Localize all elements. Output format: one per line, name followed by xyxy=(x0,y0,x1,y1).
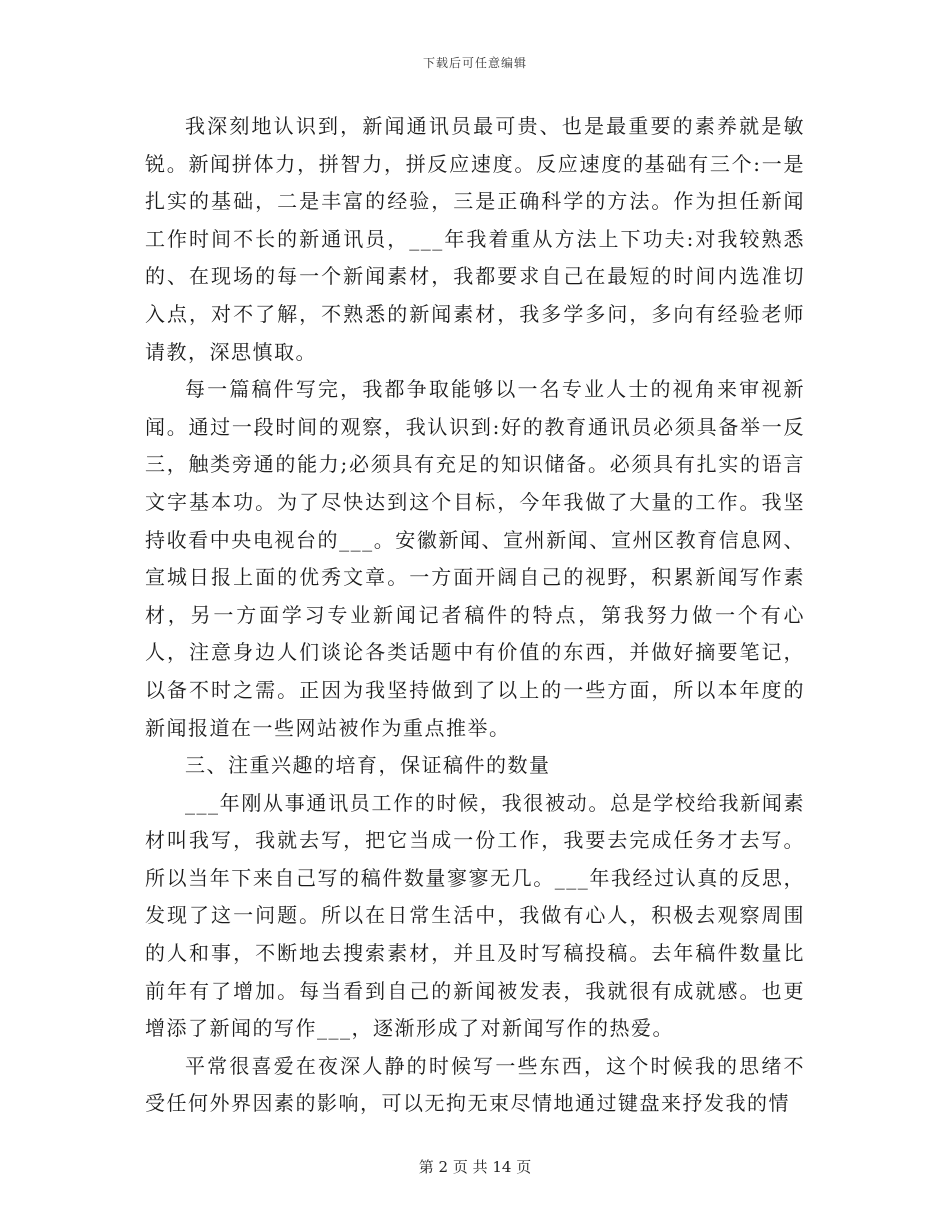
page-header: 下载后可任意编辑 xyxy=(422,56,527,70)
section-heading-3: 三、注重兴趣的培育，保证稿件的数量 xyxy=(185,753,551,778)
document-body xyxy=(145,108,805,1123)
page-number-footer: 第 2 页 共 14 页 xyxy=(418,1158,532,1176)
paragraph-1: 我深刻地认识到，新闻通讯员最可贵、也是最重要的素养就是敏锐。新闻拼体力，拼智力，拼反应速度。反应速度的基础有三个:一是扎实的基础，二是丰富的经验，三是正确科学的方法。作为担任新闻工作时间不长的新通讯员，___年我着重从方法上下功夫:对我较熟悉的、在现场的每一个新闻素材，我都要求自己在最短的时间内选准切入点，对不了解，不熟悉的新闻素材，我多学多问，多向有经验老师请教，深思慎取。 xyxy=(145,114,805,364)
paragraph-4: 平常很喜爱在夜深人静的时候写一些东西，这个时候我的思绪不受任何外界因素的影响，可以无拘无束尽情地通过键盘来抒发我的情 xyxy=(145,1053,805,1116)
paragraph-3: ___年刚从事通讯员工作的时候，我很被动。总是学校给我新闻素材叫我写，我就去写，把它当成一份工作，我要去完成任务才去写。所以当年下来自己写的稿件数量寥寥无几。___年我经过认真的反思，发现了这一问题。所以在日常生活中，我做有心人，积极去观察周围的人和事，不断地去搜索素材，并且及时写稿投稿。去年稿件数量比前年有了增加。每当看到自己的新闻被发表，我就很有成就感。也更增添了新闻的写作___，逐渐形成了对新闻写作的热爱。 xyxy=(145,790,805,1041)
paragraph-2: 每一篇稿件写完，我都争取能够以一名专业人士的视角来审视新闻。通过一段时间的观察，我认识到:好的教育通讯员必须具备举一反三，触类旁通的能力;必须具有充足的知识储备。必须具有扎实的语言文字基本功。为了尽快达到这个目标，今年我做了大量的工作。我坚持收看中央电视台的___。安徽新闻、宣州新闻、宣州区教育信息网、宣城日报上面的优秀文章。一方面开阔自己的视野，积累新闻写作素材，另一方面学习专业新闻记者稿件的特点，第我努力做一个有心人，注意身边人们谈论各类话题中有价值的东西，并做好摘要笔记，以备不时之需。正因为我坚持做到了以上的一些方面，所以本年度的新闻报道在一些网站被作为重点推举。 xyxy=(145,377,805,740)
